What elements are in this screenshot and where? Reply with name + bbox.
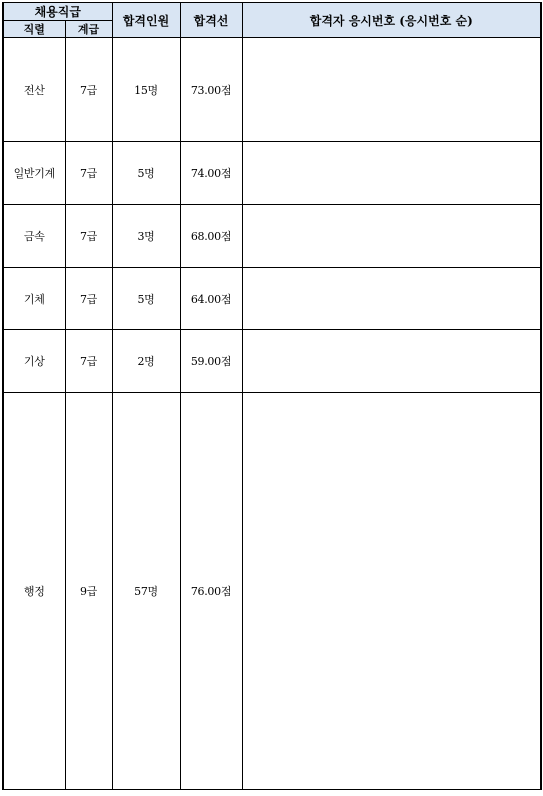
series-cell: 기상 (3, 330, 65, 393)
numbers-cell (242, 142, 541, 205)
grade-cell: 7급 (65, 205, 112, 268)
numbers-cell (242, 393, 541, 790)
header-applicant-numbers: 합격자 응시번호 (응시번호 순) (242, 3, 541, 38)
grade-cell: 7급 (65, 330, 112, 393)
series-cell: 일반기계 (3, 142, 65, 205)
numbers-cell (242, 330, 541, 393)
cutoff-cell: 68.00점 (180, 205, 242, 268)
numbers-cell (242, 268, 541, 330)
cutoff-cell: 74.00점 (180, 142, 242, 205)
count-cell: 5명 (112, 142, 180, 205)
grade-cell: 7급 (65, 38, 112, 142)
series-cell: 전산 (3, 38, 65, 142)
count-cell: 2명 (112, 330, 180, 393)
table-row (3, 38, 541, 142)
count-cell: 3명 (112, 205, 180, 268)
table-row (3, 205, 541, 268)
cutoff-cell: 59.00점 (180, 330, 242, 393)
table-row (3, 268, 541, 330)
series-cell: 행정 (3, 393, 65, 790)
count-cell: 15명 (112, 38, 180, 142)
table-row (3, 330, 541, 393)
numbers-cell (242, 205, 541, 268)
grade-cell: 9급 (65, 393, 112, 790)
header-series: 직렬 (3, 21, 65, 38)
cutoff-cell: 73.00점 (180, 38, 242, 142)
results-table (2, 2, 542, 790)
grade-cell: 7급 (65, 142, 112, 205)
series-cell: 금속 (3, 205, 65, 268)
header-group-recruitment-grade: 채용직급 (3, 3, 112, 21)
header-grade: 계급 (65, 21, 112, 38)
series-cell: 기체 (3, 268, 65, 330)
table-row (3, 393, 541, 790)
count-cell: 57명 (112, 393, 180, 790)
table-row (3, 142, 541, 205)
cutoff-cell: 64.00점 (180, 268, 242, 330)
count-cell: 5명 (112, 268, 180, 330)
numbers-cell (242, 38, 541, 142)
cutoff-cell: 76.00점 (180, 393, 242, 790)
header-pass-count: 합격인원 (112, 3, 180, 38)
grade-cell: 7급 (65, 268, 112, 330)
header-cutoff-score: 합격선 (180, 3, 242, 38)
